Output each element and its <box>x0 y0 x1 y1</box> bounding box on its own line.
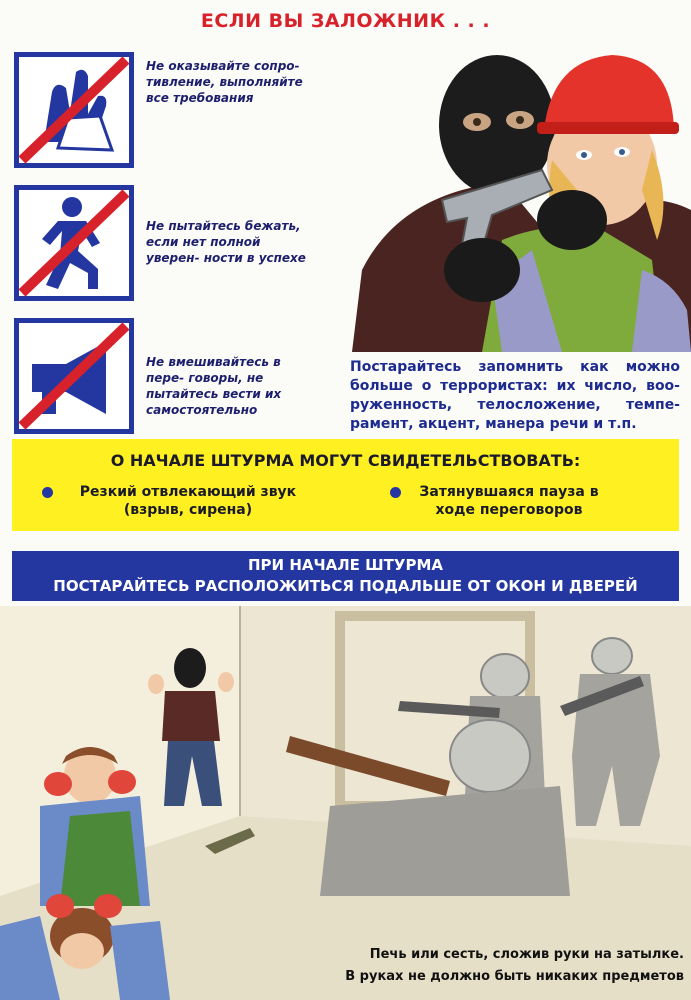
no-megaphone-icon <box>14 318 134 434</box>
storm-sign-item-2: Затянувшаяся пауза в ходе переговоров <box>419 484 599 518</box>
storm-banner-line2: ПОСТАРАЙТЕСЬ РАСПОЛОЖИТЬСЯ ПОДАЛЬШЕ ОТ ОКОН И ДВЕРЕЙ <box>53 577 638 595</box>
storm-signs-title: О НАЧАЛЕ ШТУРМА МОГУТ СВИДЕТЕЛЬСТВОВАТЬ: <box>110 451 581 470</box>
rule-text-2: Не пытайтесь бежать, если нет полной уверен- ности в успехе <box>146 219 306 265</box>
rule-text-1: Не оказывайте сопро- тивление, выполняйте все требования <box>146 59 303 105</box>
no-resistance-hand-icon <box>14 52 134 168</box>
bottom-line2: В руках не должно быть никаких предметов <box>345 969 684 984</box>
bullet-dot-icon <box>42 487 53 498</box>
hostage-illustration <box>352 40 691 352</box>
rule-text-3: Не вмешивайтесь в пере- говоры, не пытайтесь вести их самостоятельно <box>146 355 282 417</box>
bottom-line1: Печь или сесть, сложив руки на затылке. <box>369 947 684 962</box>
remember-terrorists-text: Постарайтесь запомнить как можно больше о террористах: их число, воо- руженность, телосложение, темпе- рамент, акцент, манера речи и т.п. <box>350 359 680 432</box>
page-title: ЕСЛИ ВЫ ЗАЛОЖНИК . . . <box>200 10 491 32</box>
storm-banner <box>12 551 679 601</box>
bottom-instruction-text <box>274 944 684 988</box>
bullet-dot-icon <box>390 487 401 498</box>
no-running-icon <box>14 185 134 301</box>
storm-banner-line1: ПРИ НАЧАЛЕ ШТУРМА <box>248 556 443 574</box>
storm-sign-item-1: Резкий отвлекающий звук (взрыв, сирена) <box>79 484 297 518</box>
assault-illustration <box>0 606 691 1000</box>
storm-signs-box <box>12 439 679 531</box>
